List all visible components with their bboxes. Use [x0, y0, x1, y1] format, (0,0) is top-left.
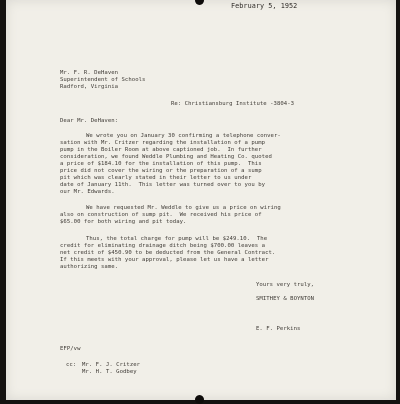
paragraph-1-line: sation with Mr. Critzer regarding the installation of a pump: [60, 140, 266, 146]
paragraph-2-line: also on construction of sump pit. We received his price of: [60, 212, 262, 218]
subject-line: Re: Christiansburg Institute -3804-3: [171, 101, 295, 107]
closing: Yours very truly,: [256, 282, 315, 288]
paragraph-2-line: $65.00 for both wiring and pit today.: [60, 219, 187, 225]
signer-name: E. F. Perkins: [256, 326, 301, 332]
recipient-title: Superintendent of Schools: [60, 77, 146, 83]
letter-date: February 5, 1952: [231, 2, 298, 10]
paragraph-2-line: We have requested Mr. Weddle to give us a price on wiring: [86, 205, 281, 211]
paragraph-1-line: pump in the Boiler Room at above captioned job. In further: [60, 147, 262, 153]
paragraph-3-line: Thus, the total charge for pump will be $249.10. The: [86, 236, 268, 242]
paragraph-3-line: authorizing same.: [60, 264, 119, 270]
paragraph-1-line: our Mr. Edwards.: [60, 189, 115, 195]
cc-recipient: Mr. F. J. Critzer: [82, 362, 141, 368]
paragraph-1-line: pit which was clearly stated in their letter to us under: [60, 175, 252, 181]
salutation: Dear Mr. DeHaven:: [60, 118, 119, 124]
typist-initials: EFP/vw: [60, 346, 81, 352]
paragraph-1-line: a price of $184.10 for the installation of this pump. This: [60, 161, 262, 167]
cc-recipient: Mr. H. T. Godbey: [82, 369, 137, 375]
company-name: SMITHEY & BOYNTON: [256, 296, 315, 302]
paragraph-3-line: If this meets with your approval, please let us have a letter: [60, 257, 269, 263]
paragraph-3-line: net credit of $450.90 to be deducted from the General Contract.: [60, 250, 276, 256]
paragraph-1-line: consideration, we found Weddle Plumbing and Heating Co. quoted: [60, 154, 272, 160]
cc-label: cc:: [66, 362, 77, 368]
paragraph-1-line: We wrote you on January 30 confirming a telephone conver-: [86, 133, 281, 139]
paragraph-1-line: price did not cover the wiring or the preparation of a sump: [60, 168, 262, 174]
letter-page: [6, 0, 396, 400]
paragraph-3-line: credit for eliminating drainage ditch being $700.00 leaves a: [60, 243, 266, 249]
paragraph-1-line: date of January 11th. This letter was turned over to you by: [60, 182, 266, 188]
recipient-location: Radford, Virginia: [60, 84, 119, 90]
recipient-name: Mr. F. R. DeHaven: [60, 70, 119, 76]
